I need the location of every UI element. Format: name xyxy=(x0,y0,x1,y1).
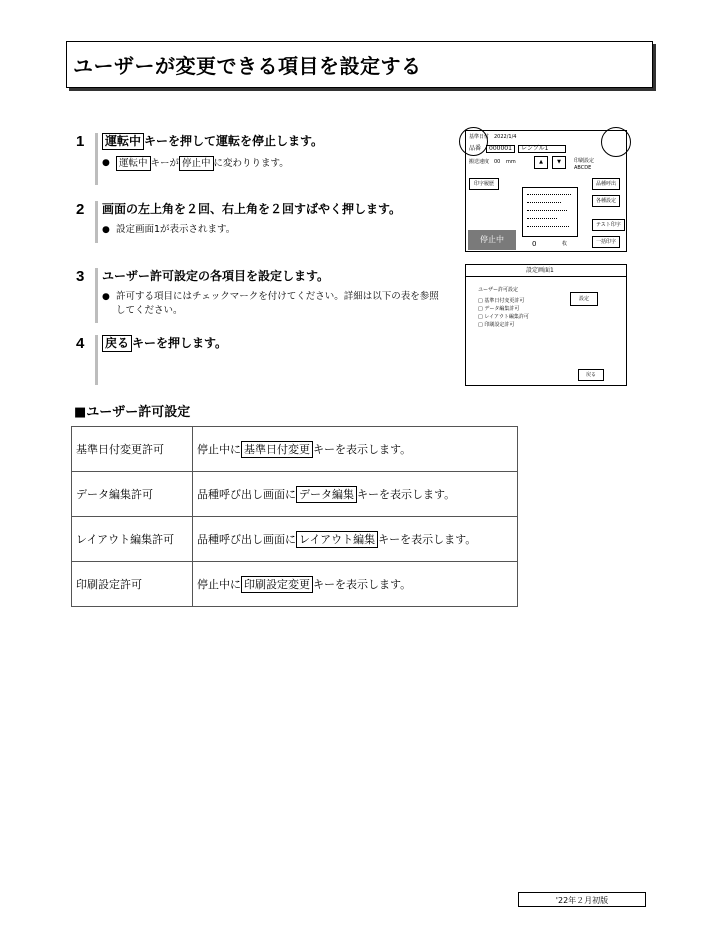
permission-checkbox[interactable]: □ レイアウト編集許可 xyxy=(478,314,529,320)
step-heading: ユーザー許可設定の各項目を設定します。 xyxy=(102,269,330,283)
edition-label: '22年２月初版 xyxy=(518,892,646,907)
permission-checkbox[interactable]: □ データ編集許可 xyxy=(478,306,520,312)
step-bar xyxy=(95,201,98,243)
step-body xyxy=(102,335,462,352)
permission-checkbox[interactable]: □ 印刷設定許可 xyxy=(478,322,515,328)
step-bar xyxy=(95,335,98,385)
step-note xyxy=(102,223,462,237)
step-heading xyxy=(102,133,462,150)
description-text: キーを表示します。 xyxy=(313,577,412,591)
print-label: 印刷設定 xyxy=(574,158,595,164)
step-body xyxy=(102,201,462,237)
bullet: ● xyxy=(102,158,110,168)
key-label: 印刷設定変更 xyxy=(241,576,313,593)
description-text: キーを表示します。 xyxy=(313,442,412,456)
description-text: 停止中に xyxy=(197,442,241,456)
test-print-button[interactable]: テスト印字 xyxy=(592,219,625,231)
up-arrow-icon[interactable]: ▲ xyxy=(534,156,548,169)
permission-description xyxy=(193,472,518,517)
conveyor-value: 00 xyxy=(494,159,501,165)
stopped-key: 停止中 xyxy=(179,156,214,171)
description-text: 品種呼び出し画面に xyxy=(197,487,296,501)
batch-print-button[interactable]: 一括印字 xyxy=(592,236,620,248)
settings-screen-title: 設定画面1 xyxy=(526,267,554,274)
conveyor-unit: mm xyxy=(506,159,516,165)
conveyor-label: 搬送速度 xyxy=(469,159,490,165)
running-key: 運転中 xyxy=(116,156,151,171)
step-number: 2 xyxy=(76,201,85,218)
permission-name: 印刷設定許可 xyxy=(72,562,193,607)
key-label: データ編集 xyxy=(296,486,357,503)
permission-table xyxy=(71,426,518,607)
note-text: 許可する項目にはチェックマークを付けてください。詳細は以下の表を参照してください。 xyxy=(116,291,439,316)
step-body xyxy=(102,133,462,171)
note-text: 設定画面1が表示されます。 xyxy=(116,224,236,235)
step-heading-text: キーを押して運転を停止します。 xyxy=(144,134,324,148)
page-title: ユーザーが変更できる項目を設定する xyxy=(73,54,422,78)
settings-button[interactable]: 設定 xyxy=(570,292,598,306)
section-title: ■ユーザー許可設定 xyxy=(74,405,191,420)
permission-name: レイアウト編集許可 xyxy=(72,517,193,562)
label-preview xyxy=(522,187,578,237)
key-label: 基準日付変更 xyxy=(241,441,313,458)
table-row xyxy=(72,517,518,562)
history-button[interactable]: 印字履歴 xyxy=(469,178,499,190)
date-value: 2022/1/4 xyxy=(494,134,517,140)
step-bar xyxy=(95,133,98,185)
step-heading xyxy=(102,335,462,352)
counter-unit: 枚 xyxy=(562,241,568,247)
key-label: レイアウト編集 xyxy=(296,531,378,548)
description-text: 品種呼び出し画面に xyxy=(197,532,296,546)
step-bar xyxy=(95,268,98,323)
page-title-box xyxy=(66,41,653,88)
down-arrow-icon[interactable]: ▼ xyxy=(552,156,566,169)
back-button[interactable]: 戻る xyxy=(578,369,604,381)
note-text: に変わりります。 xyxy=(213,158,289,169)
settings-button[interactable]: 各種設定 xyxy=(592,195,620,207)
note-text: キーが xyxy=(150,158,180,169)
step-note xyxy=(102,290,442,318)
permission-name: データ編集許可 xyxy=(72,472,193,517)
permission-description xyxy=(193,562,518,607)
counter-value: 0 xyxy=(532,240,537,248)
step-number: 3 xyxy=(76,268,85,285)
step-number: 4 xyxy=(76,335,85,352)
description-text: キーを表示します。 xyxy=(378,532,477,546)
product-call-button[interactable]: 品種呼出 xyxy=(592,178,620,190)
product-number: 000001 xyxy=(486,145,515,153)
top-left-tap-circle xyxy=(459,127,488,156)
product-label: 品番 xyxy=(469,145,482,152)
table-row xyxy=(72,562,518,607)
bullet: ● xyxy=(102,292,110,302)
step-heading: 画面の左上角を２回、右上角を２回すばやく押します。 xyxy=(102,202,402,216)
print-text: ABCDE xyxy=(574,165,592,171)
step-number: 1 xyxy=(76,133,85,150)
permission-description xyxy=(193,517,518,562)
step-body xyxy=(102,268,442,318)
settings-screen-image xyxy=(465,264,627,386)
title-divider xyxy=(466,276,626,277)
description-text: キーを表示します。 xyxy=(357,487,456,501)
table-row xyxy=(72,472,518,517)
date-label: 基準日付 xyxy=(469,134,490,140)
permission-description xyxy=(193,427,518,472)
back-key: 戻る xyxy=(102,335,132,352)
step-heading-text: キーを押します。 xyxy=(132,336,228,350)
top-right-tap-circle xyxy=(601,127,631,157)
table-row xyxy=(72,427,518,472)
bullet: ● xyxy=(102,225,110,235)
step-note xyxy=(102,156,462,171)
running-key: 運転中 xyxy=(102,133,144,150)
description-text: 停止中に xyxy=(197,577,241,591)
stopped-button[interactable]: 停止中 xyxy=(468,230,516,250)
permission-name: 基準日付変更許可 xyxy=(72,427,193,472)
product-name: レンブル1 xyxy=(518,145,566,153)
permission-checkbox[interactable]: □ 基準日付変更許可 xyxy=(478,298,525,304)
user-permission-heading: ユーザー許可設定 xyxy=(478,287,519,293)
